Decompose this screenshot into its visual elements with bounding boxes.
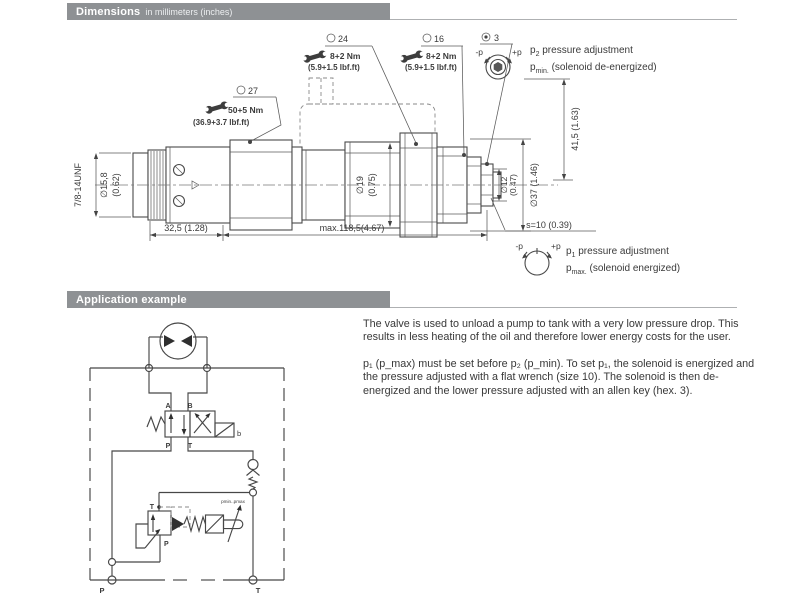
dimensions-title: Dimensions	[76, 5, 141, 18]
torque16-size: 16	[434, 34, 445, 44]
main-port-p-label: P	[99, 586, 105, 595]
p1-symbol: p	[566, 246, 572, 257]
torque24-size: 24	[338, 34, 349, 44]
application-title: Application example	[76, 293, 187, 306]
torque27-lbf: (36.9+3.7 lbf.ft)	[193, 118, 250, 127]
p2-adjust-caption	[530, 45, 657, 78]
relief-p-label: P	[164, 541, 169, 548]
dimensions-subtitle: in millimeters (inches)	[145, 6, 233, 17]
dia19-inch-label: (0.75)	[367, 173, 377, 197]
port-a-label: A	[165, 403, 171, 410]
pressure-range-label: pmin..pmax	[221, 499, 245, 504]
dim415-label: 41,5 (1.63)	[570, 107, 580, 151]
port-b-label: B	[187, 403, 193, 410]
junction-node	[109, 559, 116, 566]
hex3-size: 3	[494, 33, 500, 43]
spring-symbol	[184, 517, 206, 531]
dia19-label: ∅19	[355, 176, 365, 194]
port-p-label: P	[165, 443, 171, 450]
p1-caption-line1: pressure adjustment	[575, 246, 669, 257]
thread-label: 7/8-14UNF	[73, 162, 83, 208]
torque-callout-27	[193, 86, 281, 144]
pmax-sub: max.	[571, 268, 587, 276]
hex-size-circle-icon	[237, 86, 245, 94]
p2-caption-line1: pressure adjustment	[539, 45, 633, 56]
solenoid-b-label: b	[237, 429, 242, 438]
pmax-symbol: p	[566, 262, 572, 274]
p1-caption-line2: (solenoid energized)	[586, 262, 681, 274]
torque27-size: 27	[248, 86, 259, 96]
pmin-sub: min.	[535, 67, 549, 75]
application-text	[363, 318, 765, 411]
torque-callout-24	[303, 34, 419, 146]
t-line-check-valve	[188, 437, 260, 584]
dim-s10	[491, 198, 596, 231]
hydraulic-motor	[90, 323, 284, 372]
s10-label: s=10 (0.39)	[526, 220, 572, 230]
main-port-t-label: T	[255, 586, 261, 595]
p1-sub: 1	[571, 252, 576, 259]
dia158-inch-label: (0.62)	[111, 173, 121, 197]
p2-adjust-icon	[475, 47, 522, 79]
torque16-lbf: (5.9+1.5 lbf.ft)	[405, 63, 457, 72]
application-paragraph-1: The valve is used to unload a pump to tank with a very low pressure drop. This results in less heating of the oil and therefore lower energy costs for the user.	[363, 318, 739, 344]
torque24-nm: 8+2 Nm	[330, 51, 361, 61]
dia158-label: ∅15,8	[99, 172, 109, 198]
pilot-relief-valve	[116, 499, 246, 562]
torque24-lbf: (5.9+1.5 lbf.ft)	[308, 63, 360, 72]
dia37-label: ∅37 (1.46)	[529, 163, 539, 207]
valve-envelope-dashed	[90, 368, 284, 580]
relief-t-label: T	[149, 504, 154, 511]
dia12-label: ∅12	[499, 176, 509, 194]
dia12-inch-label: (0.47)	[508, 174, 518, 196]
torque27-nm: 50+5 Nm	[228, 105, 264, 115]
p2-plus-label: +p	[512, 47, 522, 57]
dim325-label: 32,5 (1.28)	[164, 223, 208, 233]
torque16-nm: 8+2 Nm	[426, 51, 457, 61]
p1-minus-label: -p	[515, 241, 523, 251]
junction-node	[250, 489, 257, 496]
port-t-label: T	[187, 443, 193, 450]
hex-size-circle-icon	[327, 34, 335, 42]
allen-key-callout-3	[480, 33, 513, 166]
application-paragraph-2: p₁ (p_max) must be set before p₂ (p_min). To set p₁, the solenoid is energized and the pressure adjusted with a flat wrench (size 10). The solenoid is then de-energized and the lower pressure adjusted with an allen key (hex. 3).	[363, 357, 755, 397]
p2-symbol: p	[530, 45, 536, 56]
p2-sub: 2	[535, 51, 540, 58]
spring-symbol	[147, 417, 165, 431]
p2-caption-line2: (solenoid de-energized)	[548, 61, 657, 73]
p-supply-line	[112, 437, 171, 559]
hex-size-circle-icon	[423, 34, 431, 42]
dimmax-label: max.118,5(4.67)	[319, 223, 385, 233]
flow-triangle	[172, 517, 184, 531]
p1-adjust-caption	[566, 246, 680, 279]
pmin-symbol: p	[530, 61, 536, 73]
p1-adjust-icon	[515, 241, 561, 275]
p1-plus-label: +p	[551, 241, 561, 251]
directional-valve-4-2	[147, 403, 241, 450]
p2-minus-label: -p	[475, 47, 483, 57]
